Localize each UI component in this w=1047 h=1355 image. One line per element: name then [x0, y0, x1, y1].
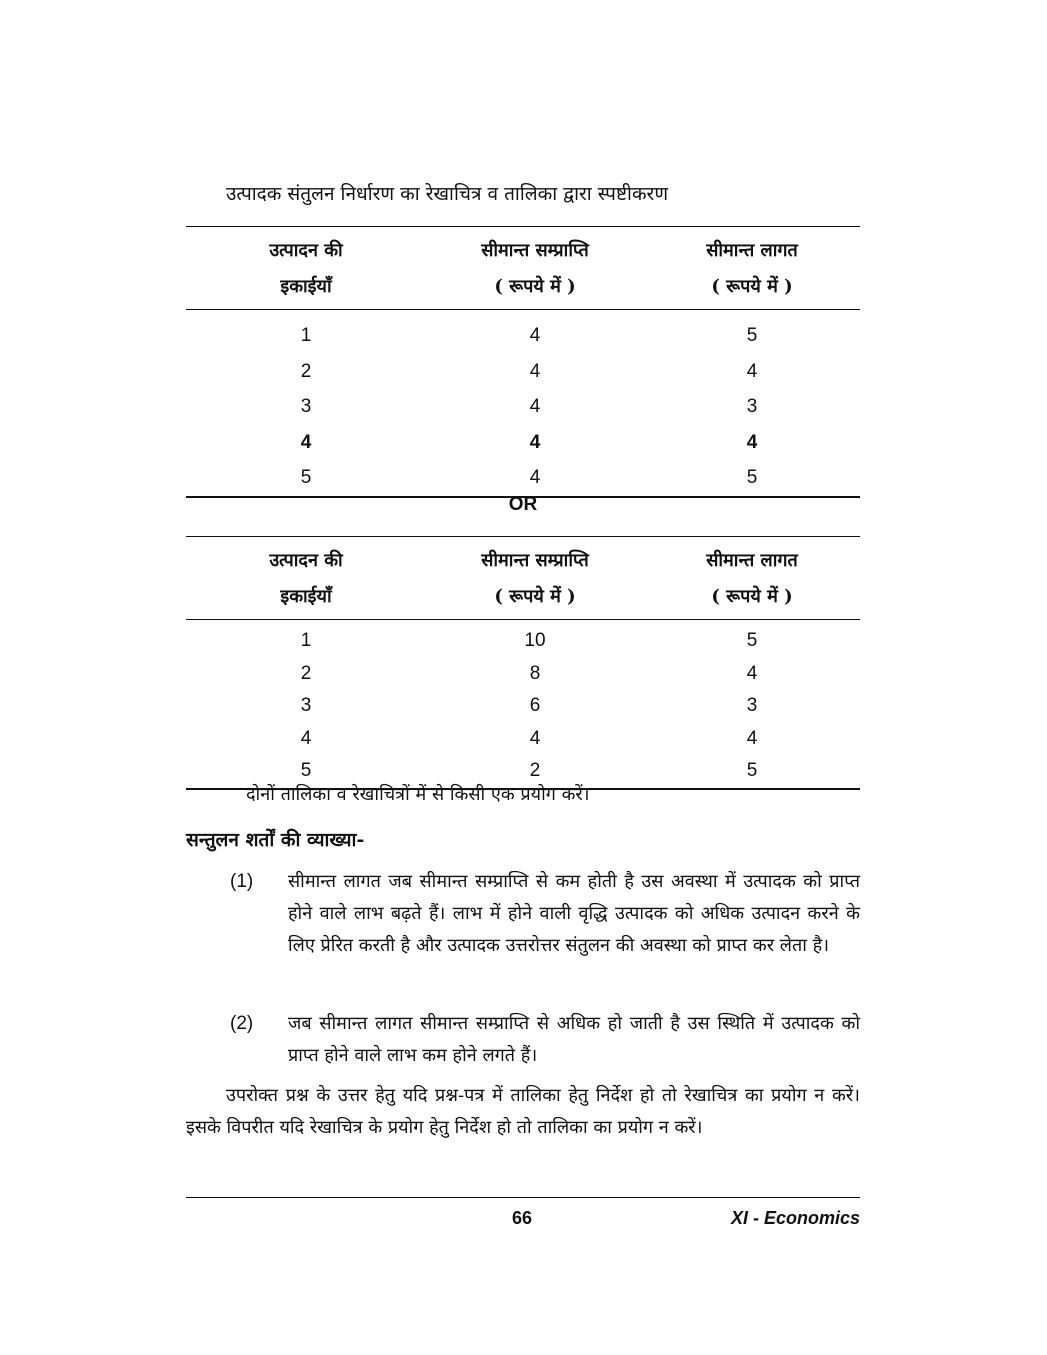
cell: 4: [746, 662, 758, 684]
header-units: [186, 233, 426, 305]
header-marginal-revenue: [426, 233, 644, 305]
header-text: सीमान्त सम्प्राप्ति: [481, 550, 589, 571]
intro-text: उत्पादक संतुलन निर्धारण का रेखाचित्र व तालिका द्वारा स्पष्टीकरण: [226, 183, 669, 205]
cell: 5: [300, 467, 312, 488]
list-item: [230, 1008, 860, 1072]
cell: 2: [300, 360, 312, 382]
cell: 4: [746, 431, 758, 453]
cell: 5: [746, 760, 758, 782]
page-number: 66: [511, 1208, 533, 1228]
header-units: [186, 543, 426, 615]
section-heading: सन्तुलन शर्तों की व्याख्या-: [186, 829, 365, 851]
table-header: [186, 537, 860, 619]
header-marginal-revenue: [426, 543, 644, 615]
list-item: [230, 866, 860, 962]
footer-rule: [186, 1197, 860, 1198]
header-text: ( रूपये में ): [711, 586, 793, 607]
header-text: ( रूपये में ): [711, 276, 793, 297]
table-row: [186, 723, 860, 756]
header-marginal-cost: [644, 543, 860, 615]
table-body: [186, 620, 860, 788]
list-item-number: (1): [230, 871, 254, 892]
cell: 4: [529, 431, 541, 453]
table-row: [186, 389, 860, 425]
cell: 6: [529, 695, 541, 717]
table-body: [186, 310, 860, 496]
table-row: [186, 318, 860, 354]
book-title: XI - Economics: [730, 1208, 860, 1228]
cell: 4: [529, 325, 541, 346]
cell: 5: [746, 630, 758, 651]
header-text: ( रूपये में ): [494, 276, 576, 297]
cell: 4: [300, 727, 312, 749]
closing-paragraph: उपरोक्त प्रश्न के उत्तर हेतु यदि प्रश्न-पत्र में तालिका हेतु निर्देश हो तो रेखाचित्र का प्रयोग न करें। इसके विपरीत यदि रेखाचित्र के प्रयोग हेतु निर्देश हो तो तालिका का प्रयोग न करें।: [186, 1085, 860, 1138]
header-text: ( रूपये में ): [494, 586, 576, 607]
cell: 8: [529, 662, 541, 684]
cell: 1: [300, 630, 312, 651]
header-text: इकाईयाँ: [280, 586, 332, 607]
table-2: [186, 536, 860, 790]
header-text: उत्पादन की: [269, 240, 343, 261]
cell: 3: [746, 695, 758, 717]
table-row: [186, 625, 860, 658]
list-item-text: सीमान्त लागत जब सीमान्त सम्प्राप्ति से कम होती है उस अवस्था में उत्पादक को प्राप्त होने वाले लाभ बढ़ते हैं। लाभ में होने वाली वृद्धि उत्पादक को अधिक उत्पादन करने के लिए प्रेरित करती है और उत्पादक उत्तरोत्तर संतुलन की अवस्था को प्राप्त कर लेता है।: [288, 871, 860, 956]
header-text: उत्पादन की: [269, 550, 343, 571]
table-row: [186, 354, 860, 390]
header-text: इकाईयाँ: [280, 276, 332, 297]
cell: 10: [524, 630, 546, 651]
cell: 4: [300, 431, 312, 453]
table-row: [186, 690, 860, 723]
list-item-text: जब सीमान्त लागत सीमान्त सम्प्राप्ति से अधिक हो जाती है उस स्थिति में उत्पादक को प्राप्त होने वाले लाभ कम होने लगते हैं।: [288, 1013, 860, 1066]
list-item-number: (2): [230, 1013, 254, 1034]
cell: 3: [746, 396, 758, 417]
table-1: [186, 226, 860, 498]
cell: 4: [529, 360, 541, 382]
cell: 4: [529, 396, 541, 417]
or-label: OR: [508, 494, 538, 515]
header-text: सीमान्त लागत: [706, 240, 798, 261]
cell: 3: [300, 695, 312, 717]
cell: 4: [746, 727, 758, 749]
cell: 5: [300, 760, 312, 782]
header-marginal-cost: [644, 233, 860, 305]
cell: 3: [300, 396, 312, 417]
cell: 2: [529, 760, 541, 782]
header-text: सीमान्त सम्प्राप्ति: [481, 240, 589, 261]
table-row: [186, 658, 860, 691]
cell: 4: [529, 467, 541, 488]
usage-note: दोनों तालिका व रेखाचित्रों में से किसी एक प्रयोग करें।: [246, 784, 590, 805]
cell: 2: [300, 662, 312, 684]
cell: 4: [529, 727, 541, 749]
cell: 1: [300, 325, 312, 346]
table-header: [186, 227, 860, 309]
table-row-equilibrium: [186, 425, 860, 461]
cell: 5: [746, 325, 758, 346]
cell: 4: [746, 360, 758, 382]
table-row: [186, 460, 860, 496]
header-text: सीमान्त लागत: [706, 550, 798, 571]
cell: 5: [746, 467, 758, 488]
